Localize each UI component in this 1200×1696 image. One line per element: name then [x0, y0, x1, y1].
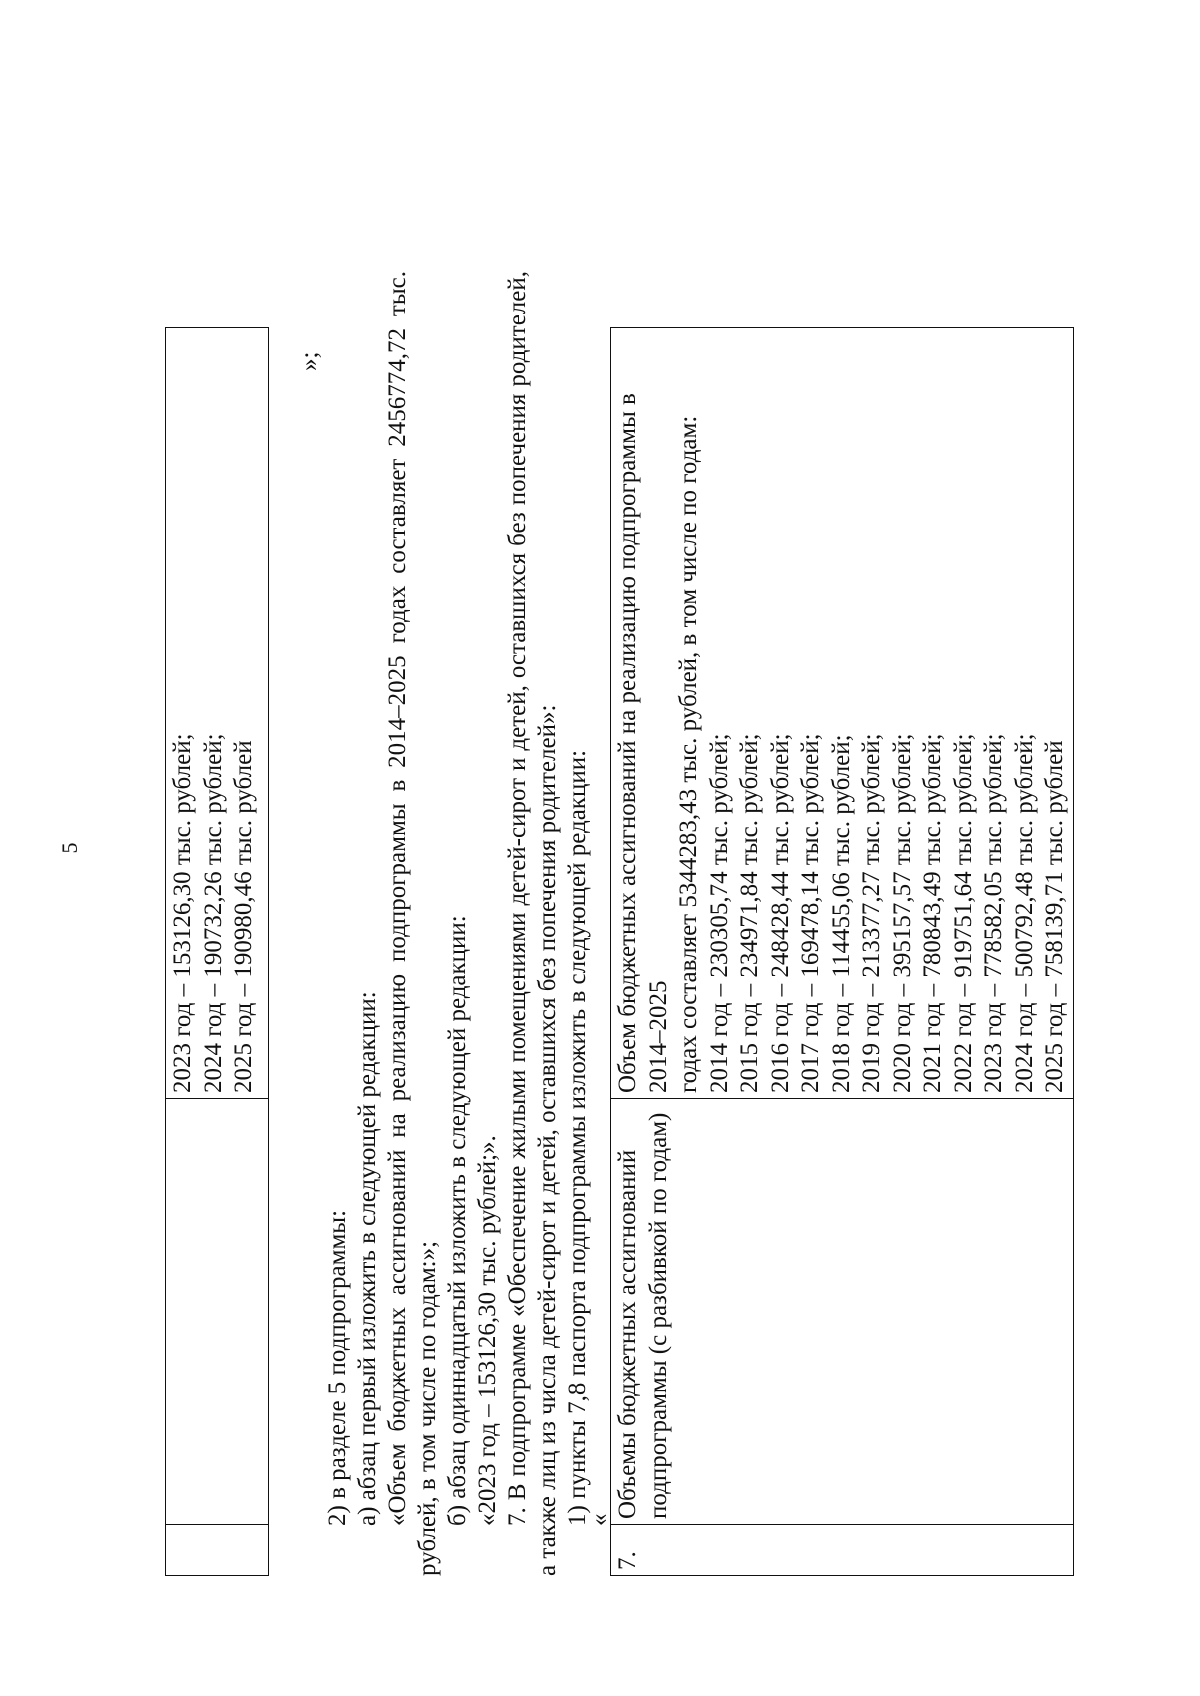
table-value-line: 2024 год – 190732,26 тыс. рублей;: [199, 733, 227, 1093]
table-cell-number: 7.: [611, 1525, 1074, 1576]
table-value-line: 2015 год – 234971,84 тыс. рублей;: [736, 733, 763, 1093]
table-row: [611, 328, 1074, 1576]
table-value-line: 2017 год – 169478,14 тыс. рублей;: [797, 733, 824, 1093]
table-value-line: 2024 год – 500792,48 тыс. рублей;: [1010, 733, 1038, 1093]
table-value-line: 2019 год – 213377,27 тыс. рублей;: [858, 733, 885, 1093]
paragraph-item-7-line1: 7. В подпрограмме «Обеспечение жилыми помещениями детей-сирот и детей, оставшихся без попечения родителей,: [504, 271, 531, 1526]
table-value-line: годах составляет 5344283,43 тыс. рублей, в том числе по годам:: [675, 415, 702, 1093]
table-value-line: 2021 год – 780843,49 тыс. рублей;: [919, 733, 946, 1093]
table-value-line: 2016 год – 248428,44 тыс. рублей;: [766, 733, 794, 1093]
table-row: [166, 328, 269, 1576]
paragraph-item-b: б) абзац одиннадцатый изложить в следующей редакции:: [444, 915, 471, 1526]
paragraph-item-1: 1) пункты 7,8 паспорта подпрограммы изложить в следующей редакции:: [564, 749, 591, 1526]
rotated-document: [145, 196, 1200, 1696]
paragraph-item-a: а) абзац первый изложить в следующей редакции:: [354, 991, 381, 1526]
table-value-line: 2014 год – 230305,74 тыс. рублей;: [705, 733, 733, 1093]
table-value-line: 2025 год – 758139,71 тыс. рублей: [1041, 740, 1068, 1093]
table-cell-number: [166, 1525, 269, 1576]
paragraph-section-5: 2) в разделе 5 подпрограммы:: [324, 1209, 351, 1526]
table-label-line: Объемы бюджетных ассигнований: [614, 1149, 641, 1519]
opening-quote: «: [586, 1513, 613, 1526]
paragraph-quote-line1: «Объем бюджетных ассигнований на реализацию подпрограммы в 2014–2025 годах составляет 2456774,72 тыс.: [384, 271, 411, 1526]
paragraph-quote-2023: «2023 год – 153126,30 тыс. рублей;».: [474, 1135, 501, 1526]
paragraph-quote-line2: рублей, в том числе по годам:»;: [414, 1240, 441, 1576]
table-value-line: 2023 год – 778582,05 тыс. рублей;: [980, 733, 1007, 1093]
paragraph-item-7-line2: а также лиц из числа детей-сирот и детей, оставшихся без попечения родителей»:: [534, 704, 561, 1576]
table-value-line: 2018 год – 114455,06 тыс. рублей;: [827, 734, 855, 1093]
table-cell-values: [611, 328, 1074, 1099]
closing-quote: »;: [296, 351, 323, 371]
table-cell-label: [166, 1099, 269, 1525]
table-value-line: 2025 год – 190980,46 тыс. рублей: [230, 740, 257, 1093]
table-cell-label: [611, 1099, 1074, 1525]
table-value-line: Объем бюджетных ассигнований на реализацию подпрограммы в 2014–2025: [614, 393, 672, 1093]
table-label-line: подпрограммы (с разбивкой по годам): [644, 1112, 672, 1519]
table-continuation: [165, 327, 269, 1576]
table-value-line: 2023 год – 153126,30 тыс. рублей;: [169, 733, 196, 1093]
table-cell-values: [166, 328, 269, 1099]
table-subprogram-budget: [610, 327, 1074, 1576]
table-value-line: 2022 год – 919751,64 тыс. рублей;: [949, 733, 977, 1093]
table-value-line: 2020 год – 395157,57 тыс. рублей;: [888, 733, 916, 1093]
page-number: 5: [57, 842, 82, 854]
